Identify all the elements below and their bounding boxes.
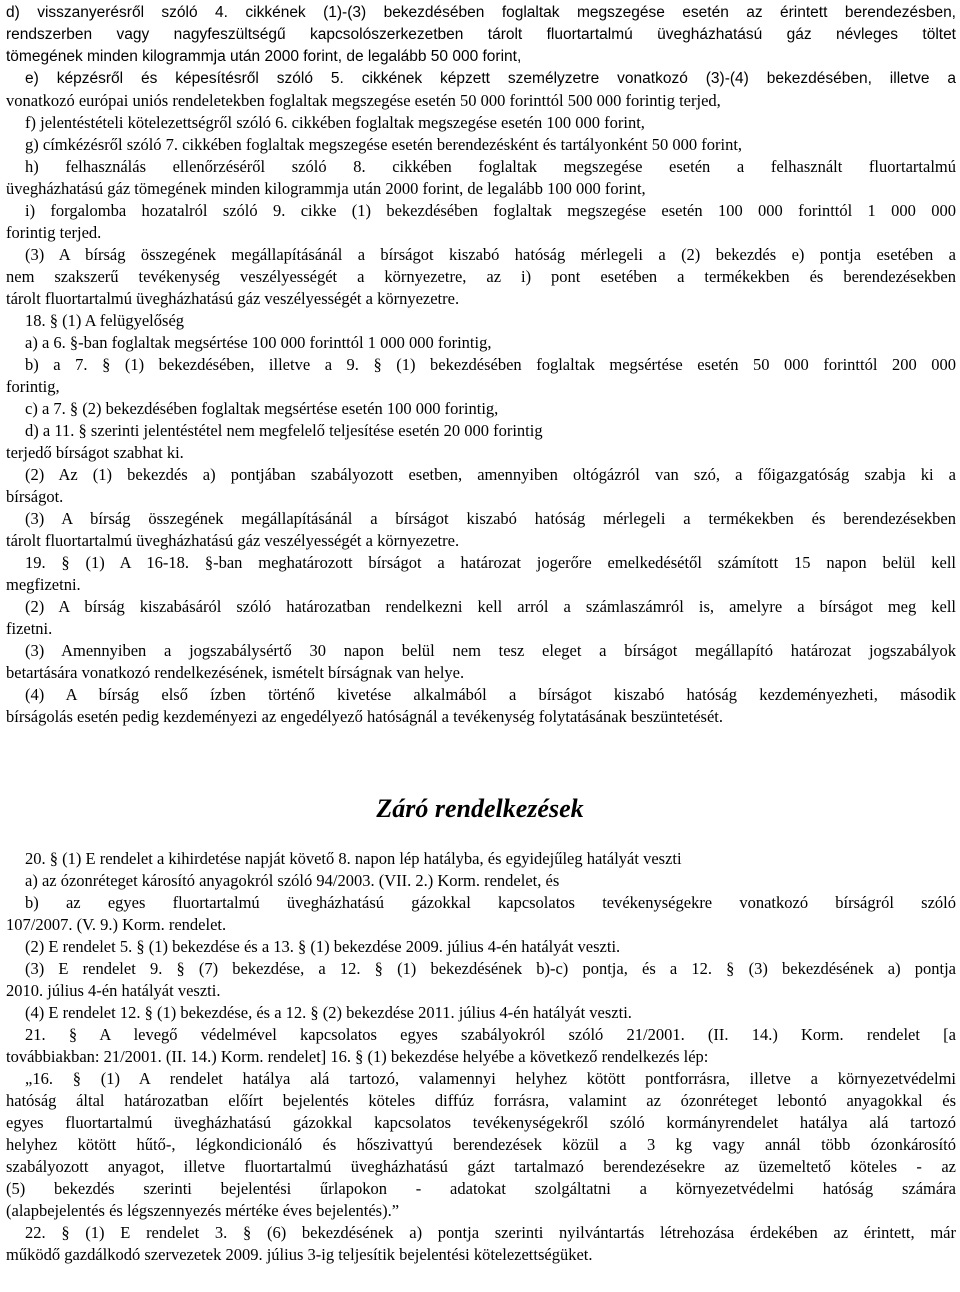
text-line: szabályozott anyagot, illetve fluortartalmú üvegházhatású gázt tartalmazó berendezésekre az üzemeltető köteles - az (6, 1157, 956, 1176)
text-line: (2) A bírság kiszabásáról szóló határozatban rendelkezni kell arról a számlaszámról is, amelyre a bírságot meg kell (25, 597, 956, 616)
text-line: h) felhasználás ellenőrzéséről szóló 8. cikkében foglaltak megszegése esetén a felhasznált fluortartalmú (25, 157, 956, 176)
text-line: (4) A bírság első ízben történő kivetése alkalmából a bírságot kiszabó hatóság kezdeményezheti, második (25, 685, 956, 704)
text-line: helyhez kötött hűtő-, légkondicionáló és hőszivattyú berendezések közül a 3 kg vagy annál több ózonkárosító (6, 1135, 956, 1154)
text-line: (3) Amennyiben a jogszabálysértő 30 napon belül nem tesz eleget a bírságot megállapító határozat jogszabályok (25, 641, 956, 660)
text-line: megfizetni. (6, 575, 81, 594)
text-line: nem szakszerű tevékenység veszélyességét a környezetre, az i) pont esetében a termékekben és berendezésekben (6, 267, 956, 286)
text-line: (5) bekezdés szerinti bejelentési űrlapokon - adatokat szolgáltatni a környezetvédelmi hatóság számára (6, 1179, 956, 1198)
page-title: Záró rendelkezések (376, 794, 584, 823)
text-line: betartására vonatkozó rendelkezésének, ismételt bírságnak van helye. (6, 663, 465, 682)
section-heading: 21. § A levegő védelmével kapcsolatos egyes szabályokról szóló 21/2001. (II. 14.) Korm. rendelet [a (25, 1025, 956, 1044)
text-line: (2) E rendelet 5. § (1) bekezdése és a 13. § (1) bekezdése 2009. július 4-én hatályát veszti. (25, 937, 621, 956)
text-line: (2) Az (1) bekezdés a) pontjában szabályozott esetben, amennyiben oltógázról van szó, a főigazgatóság szabja ki a (25, 465, 956, 484)
text-line: g) címkézésről szóló 7. cikkében foglaltak megszegése esetén berendezésként és tartályonként 50 000 forint, (25, 135, 743, 154)
text-line: b) a 7. § (1) bekezdésében, illetve a 9. § (1) bekezdésében foglaltak megsértése esetén 50 000 forinttól 200 000 (25, 355, 956, 374)
text-line: továbbiakban: 21/2001. (II. 14.) Korm. rendelet] 16. § (1) bekezdése helyébe a következő rendelkezés lép: (6, 1047, 709, 1066)
text-line: tárolt fluortartalmú üvegházhatású gáz veszélyességét a környezetre. (6, 531, 460, 550)
text-line: „16. § (1) A rendelet hatálya alá tartozó, valamennyi helyhez kötött pontforrásra, illetve a környezetvédelmi (25, 1069, 956, 1088)
text-line: 2010. július 4-én hatályát veszti. (6, 981, 221, 1000)
text-line: i) forgalomba hozatalról szóló 9. cikke (1) bekezdésében foglaltak megszegése esetén 100 000 forinttól 1 000 000 (25, 201, 956, 220)
text-line: e) képzésről és képesítésről szóló 5. cikkének képzett személyzetre vonatkozó (3)-(4) bekezdésében, illetve a (25, 70, 956, 87)
text-line: bírságolás esetén pedig kezdeményezi az engedélyező hatóságnál a tevékenység folytatásának beszüntetését. (6, 707, 723, 726)
text-line: (3) A bírság összegének megállapításánál a bírságot kiszabó hatóság mérlegeli a termékekben és berendezésekben (25, 509, 956, 528)
text-line: rendszerben vagy nagyfeszültségű kapcsolószerkezetben tárolt fluortartalmú üvegházhatású gáz névleges töltet (6, 26, 956, 43)
text-line: vonatkozó európai uniós rendeletekben foglaltak megszegése esetén 50 000 forinttól 500 000 forintig terjed, (6, 91, 721, 110)
text-line: működő gazdálkodó szervezetek 2009. július 3-ig teljesítik bejelentési kötelezettségüket. (6, 1245, 593, 1264)
text-line: d) a 11. § szerinti jelentéstétel nem megfelelő teljesítése esetén 20 000 forintig (25, 421, 543, 440)
text-line: a) az ózonréteget károsító anyagokról szóló 94/2003. (VII. 2.) Korm. rendelet, és (25, 871, 560, 890)
text-line: bírságot. (6, 487, 64, 506)
section-heading: 22. § (1) E rendelet 3. § (6) bekezdésének a) pontja szerinti nyilvántartás létrehozása érdekében az érintett, már (25, 1223, 956, 1242)
section-heading: 20. § (1) E rendelet a kihirdetése napját követő 8. napon lép hatályba, és egyidejűleg hatályát veszti (25, 849, 682, 868)
text-line: terjedő bírságot szabhat ki. (6, 443, 184, 462)
text-line: (3) E rendelet 9. § (7) bekezdése, a 12. § (1) bekezdésének b)-c) pontja, és a 12. § (3) bekezdésének a) pontja (25, 959, 956, 978)
text-line: hatóság által határozatban előírt bejelentés köteles diffúz forrásra, valamint az ózonréteget lebontó anyagokkal és (6, 1091, 956, 1110)
text-line: fizetni. (6, 619, 53, 638)
text-line: c) a 7. § (2) bekezdésében foglaltak megsértése esetén 100 000 forintig, (25, 399, 499, 418)
text-line: f) jelentéstételi kötelezettségről szóló 6. cikkében foglaltak megszegése esetén 100 000 forint, (25, 113, 645, 132)
text-line: üvegházhatású gáz tömegének minden kilogrammja után 2000 forint, de legalább 100 000 forint, (6, 179, 646, 198)
text-line: d) visszanyerésről szóló 4. cikkének (1)-(3) bekezdésében foglaltak megszegése esetén az érintett berendezésben, (6, 4, 956, 21)
section-heading: 18. § (1) A felügyelőség (25, 311, 185, 330)
text-line: (alapbejelentés és légszennyezés mértéke éves bejelentés).” (6, 1201, 400, 1220)
text-line: (4) E rendelet 12. § (1) bekezdése, és a 12. § (2) bekezdése 2011. július 4-én hatályát veszti. (25, 1003, 632, 1022)
text-line: b) az egyes fluortartalmú üvegházhatású gázokkal kapcsolatos tevékenységekre vonatkozó bírságról szóló (25, 893, 956, 912)
text-line: (3) A bírság összegének megállapításánál a bírságot kiszabó hatóság mérlegeli a (2) bekezdés e) pontja esetében a (25, 245, 956, 264)
text-line: tömegének minden kilogrammja után 2000 forint, de legalább 50 000 forint, (6, 48, 522, 65)
text-line: forintig terjed. (6, 223, 102, 242)
section-heading: 19. § (1) A 16-18. §-ban meghatározott bírságot a határozat jogerőre emelkedésétől számított 15 napon belül kell (25, 553, 956, 572)
text-line: egyes fluortartalmú üvegházhatású gázokkal kapcsolatos tevékenységekről szóló kormányrendelet hatálya alá tartozó (6, 1113, 956, 1132)
text-line: 107/2007. (V. 9.) Korm. rendelet. (6, 915, 227, 934)
text-line: a) a 6. §-ban foglaltak megsértése 100 000 forinttól 1 000 000 forintig, (25, 333, 492, 352)
text-line: forintig, (6, 377, 60, 396)
text-line: tárolt fluortartalmú üvegházhatású gáz veszélyességét a környezetre. (6, 289, 460, 308)
